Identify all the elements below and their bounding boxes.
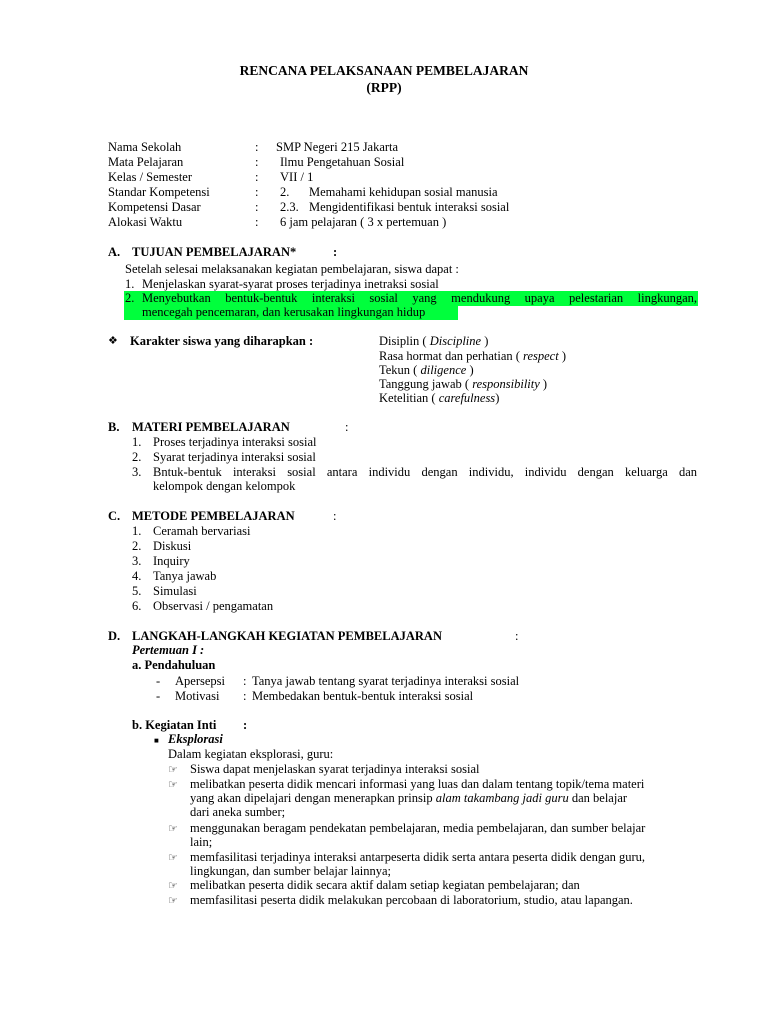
label-alokasi-waktu: Alokasi Waktu xyxy=(108,215,183,229)
pendahuluan-label: a. Pendahuluan xyxy=(132,658,216,672)
section-b-num: 2. xyxy=(132,450,142,464)
section-c-item: Observasi / pengamatan xyxy=(153,599,274,613)
eksplorasi-item: melibatkan peserta didik secara aktif dalam setiap kegiatan pembelajaran; dan xyxy=(190,878,580,892)
motivasi-label: Motivasi xyxy=(175,689,220,703)
karakter-item: Disiplin ( Discipline ) xyxy=(379,334,489,348)
section-b-title: MATERI PEMBELAJARAN xyxy=(132,420,290,434)
section-b-item: Syarat terjadinya interaksi sosial xyxy=(153,450,316,464)
square-bullet-icon: ■ xyxy=(154,736,159,745)
section-b-colon: : xyxy=(345,420,349,434)
section-b-item: Proses terjadinya interaksi sosial xyxy=(153,435,317,449)
pertemuan-label: Pertemuan I : xyxy=(132,643,205,657)
sep: : xyxy=(255,200,259,214)
eksplorasi-item: Siswa dapat menjelaskan syarat terjadinya interaksi sosial xyxy=(190,762,480,776)
kegiatan-inti-label: b. Kegiatan Inti xyxy=(132,718,217,732)
motivasi-text: Membedakan bentuk-bentuk interaksi sosial xyxy=(252,689,474,703)
section-b-num: 3. xyxy=(132,465,142,479)
section-c-num: 5. xyxy=(132,584,142,598)
doc-title: RENCANA PELAKSANAAN PEMBELAJARAN xyxy=(239,63,529,78)
section-a-num-2: 2. xyxy=(125,291,135,305)
section-c-num: 4. xyxy=(132,569,142,583)
karakter-item: Tanggung jawab ( responsibility ) xyxy=(379,377,548,391)
eksplorasi-item: melibatkan peserta didik mencari informasi yang luas dan dalam tentang topik/tema materi xyxy=(190,777,645,791)
section-c-num: 3. xyxy=(132,554,142,568)
eksplorasi-intro: Dalam kegiatan eksplorasi, guru: xyxy=(168,747,334,761)
section-a-item-2-line-1: Menyebutkan bentuk-bentuk interaksi sosial yang mendukung upaya pelestarian lingkungan, xyxy=(142,291,697,305)
section-c-item: Inquiry xyxy=(153,554,190,568)
kegiatan-inti-colon: : xyxy=(243,718,248,732)
pointing-hand-icon: ☞ xyxy=(168,880,178,892)
section-b-num: 1. xyxy=(132,435,142,449)
karakter-item: Rasa hormat dan perhatian ( respect ) xyxy=(379,349,566,363)
eksplorasi-item-cont: lingkungan, dan sumber belajar lainnya; xyxy=(190,864,391,878)
section-c-letter: C. xyxy=(108,509,121,523)
section-c-colon: : xyxy=(333,509,337,523)
section-a-title: TUJUAN PEMBELAJARAN* xyxy=(132,245,297,259)
pointing-hand-icon: ☞ xyxy=(168,764,178,776)
section-a-letter: A. xyxy=(108,245,121,259)
value-kompetensi-dasar: Mengidentifikasi bentuk interaksi sosial xyxy=(309,200,510,214)
section-c-num: 1. xyxy=(132,524,142,538)
num-standar-kompetensi: 2. xyxy=(280,185,290,199)
eksplorasi-item-cont: yang akan dipelajari dengan menerapkan prinsip alam takambang jadi guru dan belajar xyxy=(190,791,628,805)
value-mata-pelajaran: Ilmu Pengetahuan Sosial xyxy=(280,155,405,169)
label-mata-pelajaran: Mata Pelajaran xyxy=(108,155,184,169)
eksplorasi-item: memfasilitasi terjadinya interaksi antarpeserta didik serta antara peserta didik dengan guru, xyxy=(190,850,646,864)
apersepsi-text: Tanya jawab tentang syarat terjadinya interaksi sosial xyxy=(252,674,520,688)
value-kelas-semester: VII / 1 xyxy=(280,170,314,184)
sep: : xyxy=(255,140,259,154)
section-d-title: LANGKAH-LANGKAH KEGIATAN PEMBELAJARAN xyxy=(132,629,442,643)
section-c-item: Tanya jawab xyxy=(153,569,217,583)
section-c-item: Diskusi xyxy=(153,539,192,553)
section-c-num: 6. xyxy=(132,599,142,613)
doc-subtitle: (RPP) xyxy=(366,80,402,95)
dash: - xyxy=(156,674,161,688)
apersepsi-label: Apersepsi xyxy=(175,674,225,688)
sep: : xyxy=(255,185,259,199)
sep: : xyxy=(243,689,247,703)
label-kompetensi-dasar: Kompetensi Dasar xyxy=(108,200,201,214)
sep: : xyxy=(255,155,259,169)
karakter-title: Karakter siswa yang diharapkan : xyxy=(130,334,314,348)
pointing-hand-icon: ☞ xyxy=(168,895,178,907)
sep: : xyxy=(255,215,259,229)
dash: - xyxy=(156,689,161,703)
value-nama-sekolah: SMP Negeri 215 Jakarta xyxy=(276,140,399,154)
pointing-hand-icon: ☞ xyxy=(168,823,178,835)
section-a-item-2-line-2: mencegah pencemaran, dan kerusakan lingkungan hidup xyxy=(142,305,426,319)
section-c-num: 2. xyxy=(132,539,142,553)
section-b-letter: B. xyxy=(108,420,120,434)
eksplorasi-label: Eksplorasi xyxy=(168,732,223,746)
karakter-item: Ketelitian ( carefulness) xyxy=(379,391,500,405)
value-standar-kompetensi: Memahami kehidupan sosial manusia xyxy=(309,185,498,199)
section-a-colon: : xyxy=(333,245,338,259)
eksplorasi-item: memfasilitasi peserta didik melakukan percobaan di laboratorium, studio, atau lapangan. xyxy=(190,893,633,907)
label-nama-sekolah: Nama Sekolah xyxy=(108,140,182,154)
section-a-num-1: 1. xyxy=(125,277,135,291)
sep: : xyxy=(255,170,259,184)
sep: : xyxy=(243,674,247,688)
section-c-title: METODE PEMBELAJARAN xyxy=(132,509,295,523)
section-c-item: Simulasi xyxy=(153,584,197,598)
section-a-intro: Setelah selesai melaksanakan kegiatan pembelajaran, siswa dapat : xyxy=(125,262,459,276)
karakter-item: Tekun ( diligence ) xyxy=(379,363,474,377)
section-b-item-3-line-2: kelompok dengan kelompok xyxy=(153,479,296,493)
section-a-item-1: Menjelaskan syarat-syarat proses terjadinya inetraksi sosial xyxy=(142,277,439,291)
pointing-hand-icon: ☞ xyxy=(168,852,178,864)
section-d-colon: : xyxy=(515,629,519,643)
section-d-letter: D. xyxy=(108,629,121,643)
pointing-hand-icon: ☞ xyxy=(168,779,178,791)
value-alokasi-waktu: 6 jam pelajaran ( 3 x pertemuan ) xyxy=(280,215,447,229)
num-kompetensi-dasar: 2.3. xyxy=(280,200,299,214)
eksplorasi-item: menggunakan beragam pendekatan pembelajaran, media pembelajaran, dan sumber belajar xyxy=(190,821,646,835)
label-standar-kompetensi: Standar Kompetensi xyxy=(108,185,210,199)
label-kelas-semester: Kelas / Semester xyxy=(108,170,193,184)
section-b-item-3-line-1: Bntuk-bentuk interaksi sosial antara individu dengan individu, individu dengan keluarga dan xyxy=(153,465,697,479)
eksplorasi-item-cont: lain; xyxy=(190,835,213,849)
diamond-bullet-icon: ❖ xyxy=(108,335,118,347)
eksplorasi-item-cont: dari aneka sumber; xyxy=(190,805,286,819)
section-c-item: Ceramah bervariasi xyxy=(153,524,251,538)
